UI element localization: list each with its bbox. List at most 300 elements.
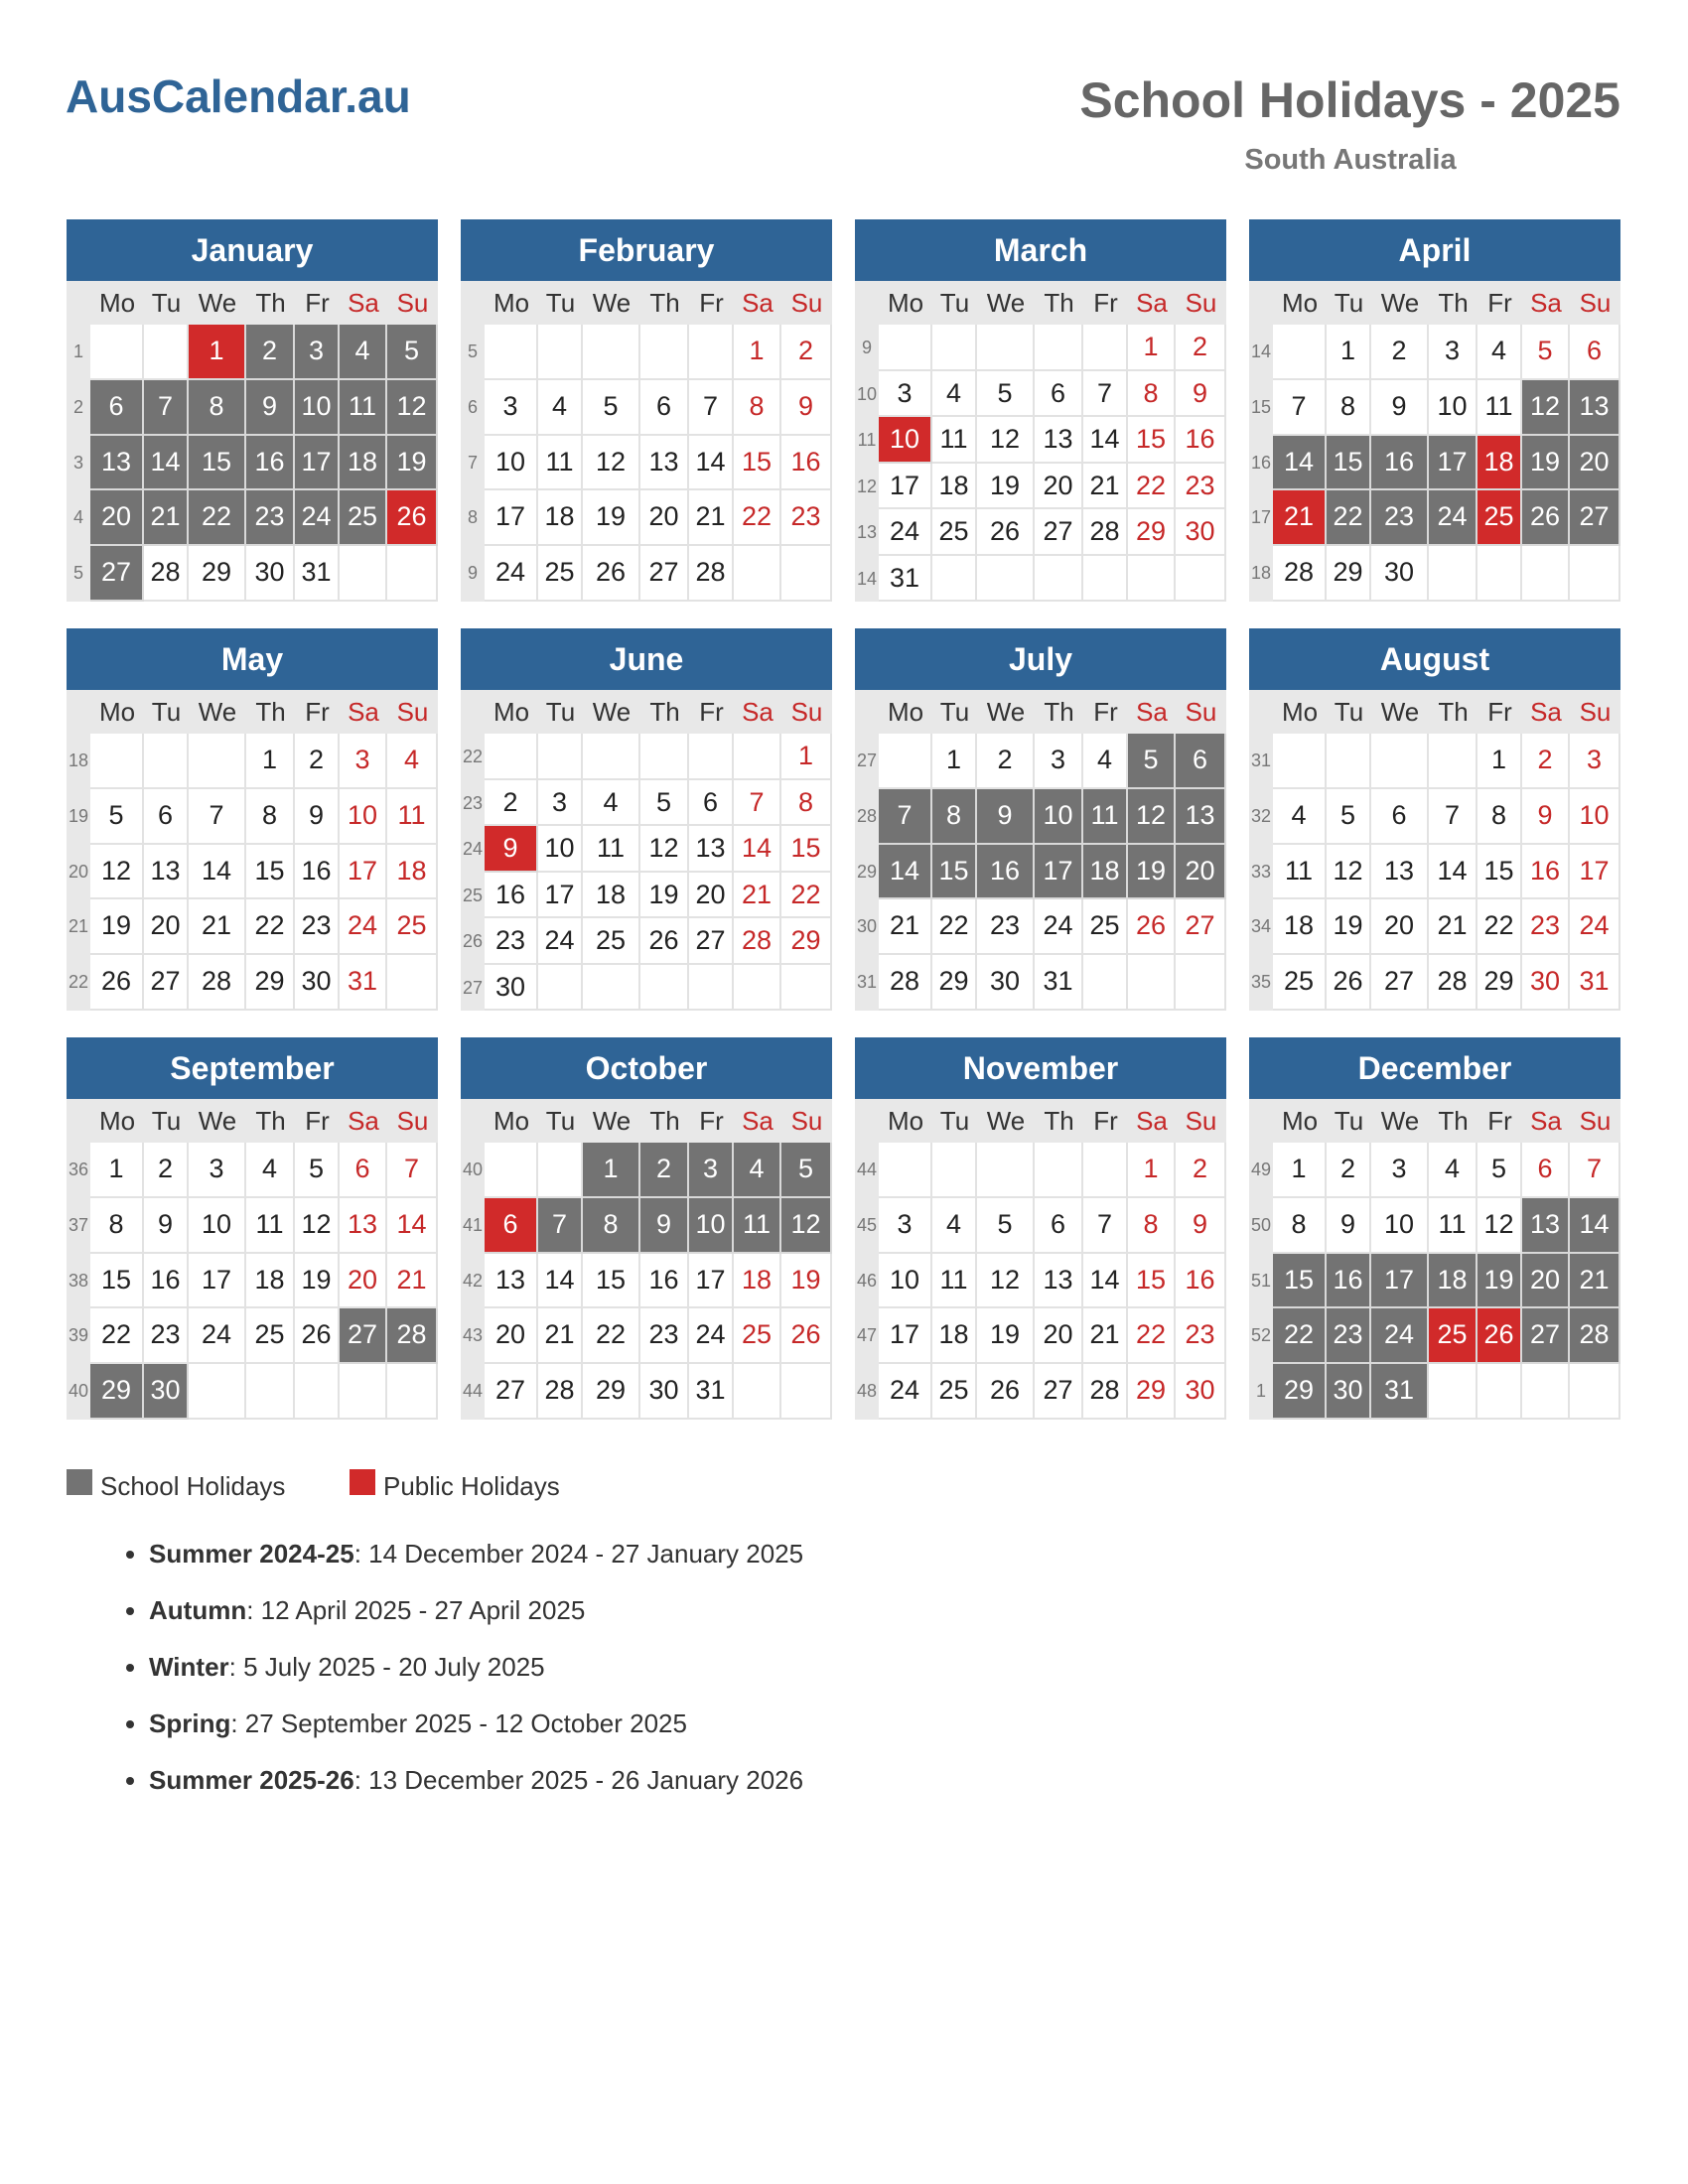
day-cell[interactable]: 15	[1273, 1254, 1327, 1309]
day-cell[interactable]: 27	[144, 955, 189, 1011]
day-cell[interactable]: 20	[1522, 1254, 1570, 1309]
day-cell[interactable]: 23	[977, 899, 1035, 955]
day-cell[interactable]: 25	[1477, 490, 1522, 546]
day-cell[interactable]: 26	[387, 490, 438, 546]
day-cell[interactable]: 29	[1327, 546, 1371, 602]
day-cell[interactable]: 7	[387, 1143, 438, 1198]
day-cell[interactable]: 12	[781, 1198, 832, 1254]
day-cell[interactable]: 22	[734, 490, 781, 546]
day-cell[interactable]: 29	[932, 955, 977, 1011]
day-cell[interactable]: 10	[879, 1254, 932, 1309]
day-cell[interactable]: 29	[1477, 955, 1522, 1011]
day-cell[interactable]: 4	[1273, 789, 1327, 845]
day-cell[interactable]: 21	[734, 873, 781, 919]
day-cell[interactable]: 10	[1035, 789, 1083, 845]
day-cell[interactable]: 30	[144, 1364, 189, 1420]
day-cell[interactable]: 9	[781, 380, 832, 436]
day-cell[interactable]: 3	[689, 1143, 734, 1198]
day-cell[interactable]: 30	[1522, 955, 1570, 1011]
day-cell[interactable]: 27	[1035, 509, 1083, 556]
day-cell[interactable]: 10	[340, 789, 387, 845]
day-cell[interactable]: 4	[340, 325, 387, 380]
day-cell[interactable]: 20	[689, 873, 734, 919]
day-cell[interactable]: 29	[189, 546, 246, 602]
day-cell[interactable]: 21	[1429, 899, 1477, 955]
day-cell[interactable]: 18	[1429, 1254, 1477, 1309]
day-cell[interactable]: 6	[485, 1198, 538, 1254]
day-cell[interactable]: 7	[538, 1198, 583, 1254]
day-cell[interactable]: 11	[932, 417, 977, 464]
day-cell[interactable]: 28	[189, 955, 246, 1011]
day-cell[interactable]: 20	[1371, 899, 1429, 955]
day-cell[interactable]: 31	[1371, 1364, 1429, 1420]
day-cell[interactable]: 4	[583, 780, 640, 827]
day-cell[interactable]: 21	[387, 1254, 438, 1309]
day-cell[interactable]: 3	[538, 780, 583, 827]
day-cell[interactable]: 25	[340, 490, 387, 546]
day-cell[interactable]: 14	[1570, 1198, 1620, 1254]
day-cell[interactable]: 9	[1371, 380, 1429, 436]
day-cell[interactable]: 26	[90, 955, 144, 1011]
day-cell[interactable]: 22	[1477, 899, 1522, 955]
day-cell[interactable]: 6	[1035, 371, 1083, 418]
day-cell[interactable]: 6	[640, 380, 689, 436]
day-cell[interactable]: 5	[640, 780, 689, 827]
day-cell[interactable]: 30	[485, 965, 538, 1012]
day-cell[interactable]: 10	[1371, 1198, 1429, 1254]
day-cell[interactable]: 16	[295, 845, 340, 900]
day-cell[interactable]: 5	[1327, 789, 1371, 845]
day-cell[interactable]: 2	[1176, 325, 1226, 371]
day-cell[interactable]: 25	[932, 1364, 977, 1420]
day-cell[interactable]: 20	[340, 1254, 387, 1309]
day-cell[interactable]: 27	[90, 546, 144, 602]
day-cell[interactable]: 12	[977, 1254, 1035, 1309]
day-cell[interactable]: 1	[1273, 1143, 1327, 1198]
day-cell[interactable]: 17	[340, 845, 387, 900]
day-cell[interactable]: 21	[189, 899, 246, 955]
day-cell[interactable]: 9	[1176, 1198, 1226, 1254]
day-cell[interactable]: 2	[781, 325, 832, 380]
day-cell[interactable]: 13	[1570, 380, 1620, 436]
day-cell[interactable]: 18	[387, 845, 438, 900]
day-cell[interactable]: 12	[90, 845, 144, 900]
day-cell[interactable]: 13	[144, 845, 189, 900]
day-cell[interactable]: 14	[144, 436, 189, 491]
day-cell[interactable]: 14	[1429, 845, 1477, 900]
day-cell[interactable]: 6	[90, 380, 144, 436]
day-cell[interactable]: 19	[387, 436, 438, 491]
day-cell[interactable]: 7	[734, 780, 781, 827]
day-cell[interactable]: 27	[1371, 955, 1429, 1011]
day-cell[interactable]: 4	[1083, 734, 1128, 789]
day-cell[interactable]: 1	[246, 734, 295, 789]
day-cell[interactable]: 24	[295, 490, 340, 546]
day-cell[interactable]: 22	[246, 899, 295, 955]
day-cell[interactable]: 18	[583, 873, 640, 919]
day-cell[interactable]: 4	[932, 1198, 977, 1254]
day-cell[interactable]: 14	[387, 1198, 438, 1254]
day-cell[interactable]: 20	[485, 1308, 538, 1364]
day-cell[interactable]: 3	[295, 325, 340, 380]
day-cell[interactable]: 6	[1176, 734, 1226, 789]
day-cell[interactable]: 23	[485, 918, 538, 965]
day-cell[interactable]: 2	[977, 734, 1035, 789]
day-cell[interactable]: 8	[583, 1198, 640, 1254]
day-cell[interactable]: 8	[781, 780, 832, 827]
day-cell[interactable]: 14	[689, 436, 734, 491]
day-cell[interactable]: 5	[1477, 1143, 1522, 1198]
day-cell[interactable]: 31	[689, 1364, 734, 1420]
day-cell[interactable]: 4	[246, 1143, 295, 1198]
day-cell[interactable]: 4	[932, 371, 977, 418]
day-cell[interactable]: 15	[1327, 436, 1371, 491]
day-cell[interactable]: 11	[932, 1254, 977, 1309]
day-cell[interactable]: 17	[879, 1308, 932, 1364]
day-cell[interactable]: 21	[1083, 1308, 1128, 1364]
day-cell[interactable]: 27	[640, 546, 689, 602]
day-cell[interactable]: 11	[340, 380, 387, 436]
day-cell[interactable]: 14	[879, 845, 932, 900]
day-cell[interactable]: 1	[189, 325, 246, 380]
day-cell[interactable]: 15	[932, 845, 977, 900]
day-cell[interactable]: 12	[977, 417, 1035, 464]
day-cell[interactable]: 3	[485, 380, 538, 436]
day-cell[interactable]: 9	[246, 380, 295, 436]
day-cell[interactable]: 15	[781, 826, 832, 873]
day-cell[interactable]: 8	[246, 789, 295, 845]
day-cell[interactable]: 10	[689, 1198, 734, 1254]
day-cell[interactable]: 28	[387, 1308, 438, 1364]
day-cell[interactable]: 26	[1128, 899, 1176, 955]
day-cell[interactable]: 15	[189, 436, 246, 491]
day-cell[interactable]: 29	[90, 1364, 144, 1420]
day-cell[interactable]: 1	[583, 1143, 640, 1198]
day-cell[interactable]: 29	[583, 1364, 640, 1420]
day-cell[interactable]: 23	[1522, 899, 1570, 955]
day-cell[interactable]: 28	[1273, 546, 1327, 602]
day-cell[interactable]: 18	[538, 490, 583, 546]
day-cell[interactable]: 15	[583, 1254, 640, 1309]
day-cell[interactable]: 2	[1176, 1143, 1226, 1198]
day-cell[interactable]: 24	[340, 899, 387, 955]
day-cell[interactable]: 28	[1429, 955, 1477, 1011]
day-cell[interactable]: 6	[1035, 1198, 1083, 1254]
day-cell[interactable]: 29	[781, 918, 832, 965]
day-cell[interactable]: 2	[246, 325, 295, 380]
day-cell[interactable]: 12	[640, 826, 689, 873]
day-cell[interactable]: 17	[295, 436, 340, 491]
day-cell[interactable]: 1	[1477, 734, 1522, 789]
day-cell[interactable]: 13	[640, 436, 689, 491]
day-cell[interactable]: 21	[689, 490, 734, 546]
day-cell[interactable]: 16	[485, 873, 538, 919]
day-cell[interactable]: 16	[781, 436, 832, 491]
day-cell[interactable]: 10	[1429, 380, 1477, 436]
day-cell[interactable]: 18	[1273, 899, 1327, 955]
day-cell[interactable]: 26	[640, 918, 689, 965]
day-cell[interactable]: 10	[189, 1198, 246, 1254]
day-cell[interactable]: 8	[90, 1198, 144, 1254]
day-cell[interactable]: 20	[1570, 436, 1620, 491]
day-cell[interactable]: 6	[340, 1143, 387, 1198]
site-title[interactable]: AusCalendar.au	[66, 70, 411, 122]
day-cell[interactable]: 31	[295, 546, 340, 602]
day-cell[interactable]: 30	[295, 955, 340, 1011]
day-cell[interactable]: 17	[879, 464, 932, 510]
day-cell[interactable]: 11	[583, 826, 640, 873]
day-cell[interactable]: 12	[387, 380, 438, 436]
day-cell[interactable]: 26	[977, 1364, 1035, 1420]
day-cell[interactable]: 5	[781, 1143, 832, 1198]
day-cell[interactable]: 15	[1128, 1254, 1176, 1309]
day-cell[interactable]: 1	[1128, 1143, 1176, 1198]
day-cell[interactable]: 25	[246, 1308, 295, 1364]
day-cell[interactable]: 11	[1083, 789, 1128, 845]
day-cell[interactable]: 10	[538, 826, 583, 873]
day-cell[interactable]: 2	[1327, 1143, 1371, 1198]
day-cell[interactable]: 26	[1327, 955, 1371, 1011]
day-cell[interactable]: 9	[1522, 789, 1570, 845]
day-cell[interactable]: 10	[879, 417, 932, 464]
day-cell[interactable]: 20	[1176, 845, 1226, 900]
day-cell[interactable]: 25	[932, 509, 977, 556]
day-cell[interactable]: 7	[189, 789, 246, 845]
day-cell[interactable]: 22	[781, 873, 832, 919]
day-cell[interactable]: 31	[1570, 955, 1620, 1011]
day-cell[interactable]: 18	[246, 1254, 295, 1309]
day-cell[interactable]: 24	[879, 1364, 932, 1420]
day-cell[interactable]: 16	[1522, 845, 1570, 900]
day-cell[interactable]: 19	[1327, 899, 1371, 955]
day-cell[interactable]: 4	[1477, 325, 1522, 380]
day-cell[interactable]: 9	[485, 826, 538, 873]
day-cell[interactable]: 13	[1176, 789, 1226, 845]
day-cell[interactable]: 29	[1273, 1364, 1327, 1420]
day-cell[interactable]: 13	[90, 436, 144, 491]
day-cell[interactable]: 3	[340, 734, 387, 789]
day-cell[interactable]: 21	[1083, 464, 1128, 510]
day-cell[interactable]: 17	[189, 1254, 246, 1309]
day-cell[interactable]: 16	[1371, 436, 1429, 491]
day-cell[interactable]: 28	[1570, 1308, 1620, 1364]
day-cell[interactable]: 5	[583, 380, 640, 436]
day-cell[interactable]: 22	[1327, 490, 1371, 546]
day-cell[interactable]: 11	[734, 1198, 781, 1254]
day-cell[interactable]: 7	[1083, 371, 1128, 418]
day-cell[interactable]: 21	[538, 1308, 583, 1364]
day-cell[interactable]: 22	[932, 899, 977, 955]
day-cell[interactable]: 19	[640, 873, 689, 919]
day-cell[interactable]: 19	[781, 1254, 832, 1309]
day-cell[interactable]: 22	[1128, 464, 1176, 510]
day-cell[interactable]: 24	[538, 918, 583, 965]
day-cell[interactable]: 19	[295, 1254, 340, 1309]
day-cell[interactable]: 23	[781, 490, 832, 546]
day-cell[interactable]: 13	[340, 1198, 387, 1254]
day-cell[interactable]: 31	[879, 556, 932, 603]
day-cell[interactable]: 2	[485, 780, 538, 827]
day-cell[interactable]: 23	[1176, 464, 1226, 510]
day-cell[interactable]: 2	[640, 1143, 689, 1198]
day-cell[interactable]: 16	[144, 1254, 189, 1309]
day-cell[interactable]: 19	[1128, 845, 1176, 900]
day-cell[interactable]: 23	[246, 490, 295, 546]
day-cell[interactable]: 22	[1273, 1308, 1327, 1364]
day-cell[interactable]: 18	[932, 464, 977, 510]
day-cell[interactable]: 28	[1083, 509, 1128, 556]
day-cell[interactable]: 16	[1176, 417, 1226, 464]
day-cell[interactable]: 9	[144, 1198, 189, 1254]
day-cell[interactable]: 23	[640, 1308, 689, 1364]
day-cell[interactable]: 8	[1273, 1198, 1327, 1254]
day-cell[interactable]: 25	[1273, 955, 1327, 1011]
day-cell[interactable]: 22	[90, 1308, 144, 1364]
day-cell[interactable]: 24	[1371, 1308, 1429, 1364]
day-cell[interactable]: 30	[1176, 509, 1226, 556]
day-cell[interactable]: 26	[583, 546, 640, 602]
day-cell[interactable]: 8	[932, 789, 977, 845]
day-cell[interactable]: 14	[1083, 417, 1128, 464]
day-cell[interactable]: 3	[879, 371, 932, 418]
day-cell[interactable]: 27	[340, 1308, 387, 1364]
day-cell[interactable]: 20	[144, 899, 189, 955]
day-cell[interactable]: 14	[538, 1254, 583, 1309]
day-cell[interactable]: 28	[734, 918, 781, 965]
day-cell[interactable]: 11	[538, 436, 583, 491]
day-cell[interactable]: 20	[1035, 1308, 1083, 1364]
day-cell[interactable]: 12	[583, 436, 640, 491]
day-cell[interactable]: 1	[734, 325, 781, 380]
day-cell[interactable]: 24	[1570, 899, 1620, 955]
day-cell[interactable]: 17	[538, 873, 583, 919]
day-cell[interactable]: 19	[90, 899, 144, 955]
day-cell[interactable]: 6	[1371, 789, 1429, 845]
day-cell[interactable]: 13	[1035, 417, 1083, 464]
day-cell[interactable]: 8	[734, 380, 781, 436]
day-cell[interactable]: 19	[1477, 1254, 1522, 1309]
day-cell[interactable]: 25	[387, 899, 438, 955]
day-cell[interactable]: 15	[1128, 417, 1176, 464]
day-cell[interactable]: 5	[90, 789, 144, 845]
day-cell[interactable]: 25	[734, 1308, 781, 1364]
day-cell[interactable]: 17	[1429, 436, 1477, 491]
day-cell[interactable]: 2	[1371, 325, 1429, 380]
day-cell[interactable]: 20	[1035, 464, 1083, 510]
day-cell[interactable]: 10	[485, 436, 538, 491]
day-cell[interactable]: 3	[1429, 325, 1477, 380]
day-cell[interactable]: 17	[689, 1254, 734, 1309]
day-cell[interactable]: 15	[1477, 845, 1522, 900]
day-cell[interactable]: 17	[485, 490, 538, 546]
day-cell[interactable]: 12	[295, 1198, 340, 1254]
day-cell[interactable]: 13	[1371, 845, 1429, 900]
day-cell[interactable]: 24	[879, 509, 932, 556]
day-cell[interactable]: 6	[1522, 1143, 1570, 1198]
day-cell[interactable]: 15	[246, 845, 295, 900]
day-cell[interactable]: 25	[583, 918, 640, 965]
day-cell[interactable]: 18	[1477, 436, 1522, 491]
day-cell[interactable]: 11	[246, 1198, 295, 1254]
day-cell[interactable]: 22	[189, 490, 246, 546]
day-cell[interactable]: 22	[583, 1308, 640, 1364]
day-cell[interactable]: 27	[485, 1364, 538, 1420]
day-cell[interactable]: 29	[1128, 509, 1176, 556]
day-cell[interactable]: 12	[1128, 789, 1176, 845]
day-cell[interactable]: 7	[144, 380, 189, 436]
day-cell[interactable]: 13	[689, 826, 734, 873]
day-cell[interactable]: 14	[1083, 1254, 1128, 1309]
day-cell[interactable]: 26	[977, 509, 1035, 556]
day-cell[interactable]: 7	[1570, 1143, 1620, 1198]
day-cell[interactable]: 14	[1273, 436, 1327, 491]
day-cell[interactable]: 30	[1327, 1364, 1371, 1420]
day-cell[interactable]: 5	[1128, 734, 1176, 789]
day-cell[interactable]: 25	[1083, 899, 1128, 955]
day-cell[interactable]: 16	[977, 845, 1035, 900]
day-cell[interactable]: 25	[538, 546, 583, 602]
day-cell[interactable]: 28	[538, 1364, 583, 1420]
day-cell[interactable]: 6	[1570, 325, 1620, 380]
day-cell[interactable]: 15	[734, 436, 781, 491]
day-cell[interactable]: 11	[1429, 1198, 1477, 1254]
day-cell[interactable]: 20	[90, 490, 144, 546]
day-cell[interactable]: 4	[1429, 1143, 1477, 1198]
day-cell[interactable]: 1	[1128, 325, 1176, 371]
day-cell[interactable]: 1	[781, 734, 832, 780]
day-cell[interactable]: 11	[387, 789, 438, 845]
day-cell[interactable]: 16	[640, 1254, 689, 1309]
day-cell[interactable]: 24	[1429, 490, 1477, 546]
day-cell[interactable]: 2	[295, 734, 340, 789]
day-cell[interactable]: 30	[1371, 546, 1429, 602]
day-cell[interactable]: 17	[1371, 1254, 1429, 1309]
day-cell[interactable]: 30	[977, 955, 1035, 1011]
day-cell[interactable]: 24	[485, 546, 538, 602]
day-cell[interactable]: 21	[1570, 1254, 1620, 1309]
day-cell[interactable]: 28	[879, 955, 932, 1011]
day-cell[interactable]: 7	[1273, 380, 1327, 436]
day-cell[interactable]: 2	[144, 1143, 189, 1198]
day-cell[interactable]: 15	[90, 1254, 144, 1309]
day-cell[interactable]: 23	[1176, 1308, 1226, 1364]
day-cell[interactable]: 7	[1429, 789, 1477, 845]
day-cell[interactable]: 5	[387, 325, 438, 380]
day-cell[interactable]: 10	[295, 380, 340, 436]
day-cell[interactable]: 26	[295, 1308, 340, 1364]
day-cell[interactable]: 2	[1522, 734, 1570, 789]
day-cell[interactable]: 8	[1477, 789, 1522, 845]
day-cell[interactable]: 19	[1522, 436, 1570, 491]
day-cell[interactable]: 4	[387, 734, 438, 789]
day-cell[interactable]: 11	[1273, 845, 1327, 900]
day-cell[interactable]: 1	[932, 734, 977, 789]
day-cell[interactable]: 12	[1477, 1198, 1522, 1254]
day-cell[interactable]: 31	[340, 955, 387, 1011]
day-cell[interactable]: 7	[1083, 1198, 1128, 1254]
day-cell[interactable]: 17	[1570, 845, 1620, 900]
day-cell[interactable]: 3	[1570, 734, 1620, 789]
day-cell[interactable]: 5	[1522, 325, 1570, 380]
day-cell[interactable]: 13	[1035, 1254, 1083, 1309]
day-cell[interactable]: 10	[1570, 789, 1620, 845]
day-cell[interactable]: 14	[189, 845, 246, 900]
day-cell[interactable]: 1	[1327, 325, 1371, 380]
day-cell[interactable]: 19	[977, 1308, 1035, 1364]
day-cell[interactable]: 23	[144, 1308, 189, 1364]
day-cell[interactable]: 5	[295, 1143, 340, 1198]
day-cell[interactable]: 26	[1477, 1308, 1522, 1364]
